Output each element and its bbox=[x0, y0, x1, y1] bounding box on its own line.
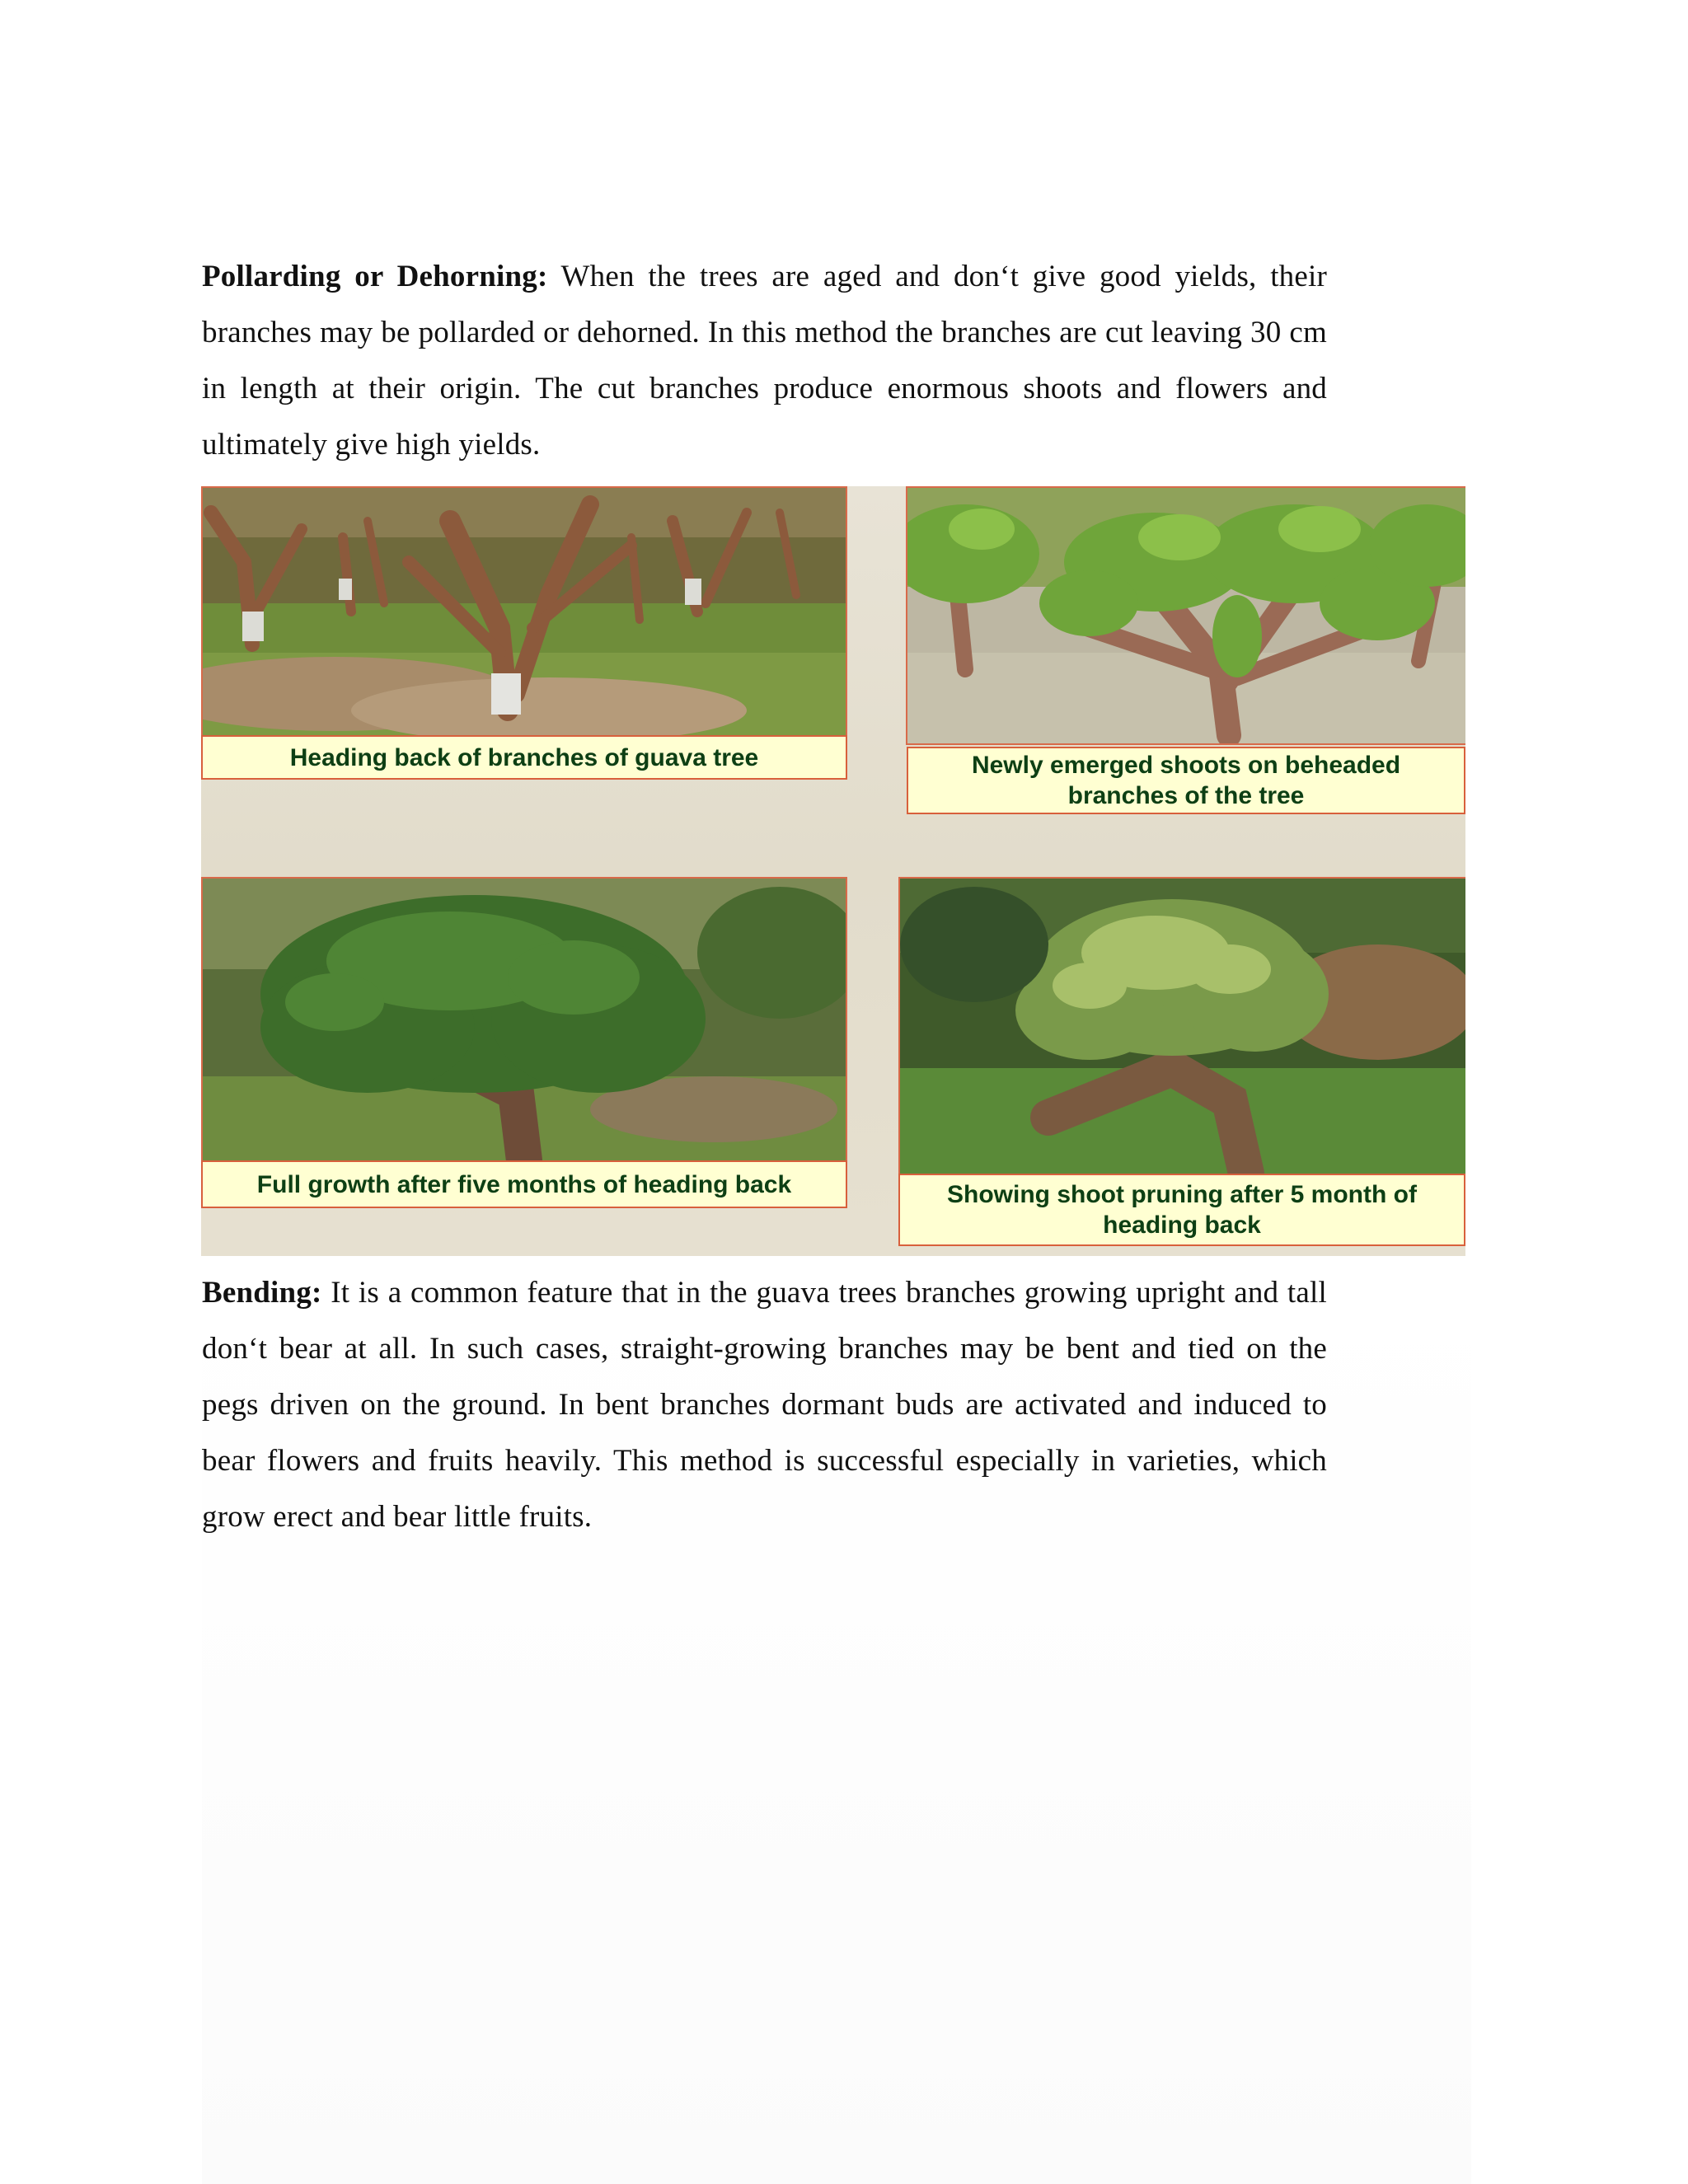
bending-text: It is a common feature that in the guava trees branches growing upright and tall don‘t bear at all. In such cases, straight-growing branches may be bent and tied on the pegs driven on the ground. In bent branches dormant buds are activated and induced to bear flowers and fruits heavily. This method is successful especially in varieties, which grow erect and bear little fruits. bbox=[202, 1276, 1327, 1534]
photo-headed-back-trees bbox=[201, 486, 847, 737]
caption-heading-back: Heading back of branches of guava tree bbox=[201, 735, 847, 780]
photo-shoot-pruning bbox=[898, 877, 1465, 1175]
pollarding-paragraph bbox=[202, 249, 1327, 473]
caption-shoot-pruning: Showing shoot pruning after 5 month of heading back bbox=[898, 1174, 1465, 1246]
photo-new-shoots bbox=[906, 486, 1465, 745]
guava-pruning-figure bbox=[201, 486, 1465, 1256]
pollarding-heading: Pollarding or Dehorning: bbox=[202, 260, 548, 293]
bending-heading: Bending: bbox=[202, 1276, 322, 1310]
photo-full-growth bbox=[201, 877, 847, 1162]
pollarding-text: When the trees are aged and don‘t give good yields, their branches may be pollarded or dehorned. In this method the branches are cut leaving 30 cm in length at their origin. The cut branches produce enormous shoots and flowers and ultimately give high yields. bbox=[202, 260, 1327, 462]
caption-new-shoots: Newly emerged shoots on beheaded branches of the tree bbox=[907, 747, 1465, 814]
caption-full-growth: Full growth after five months of heading back bbox=[201, 1160, 847, 1208]
bending-paragraph bbox=[202, 1265, 1327, 1545]
